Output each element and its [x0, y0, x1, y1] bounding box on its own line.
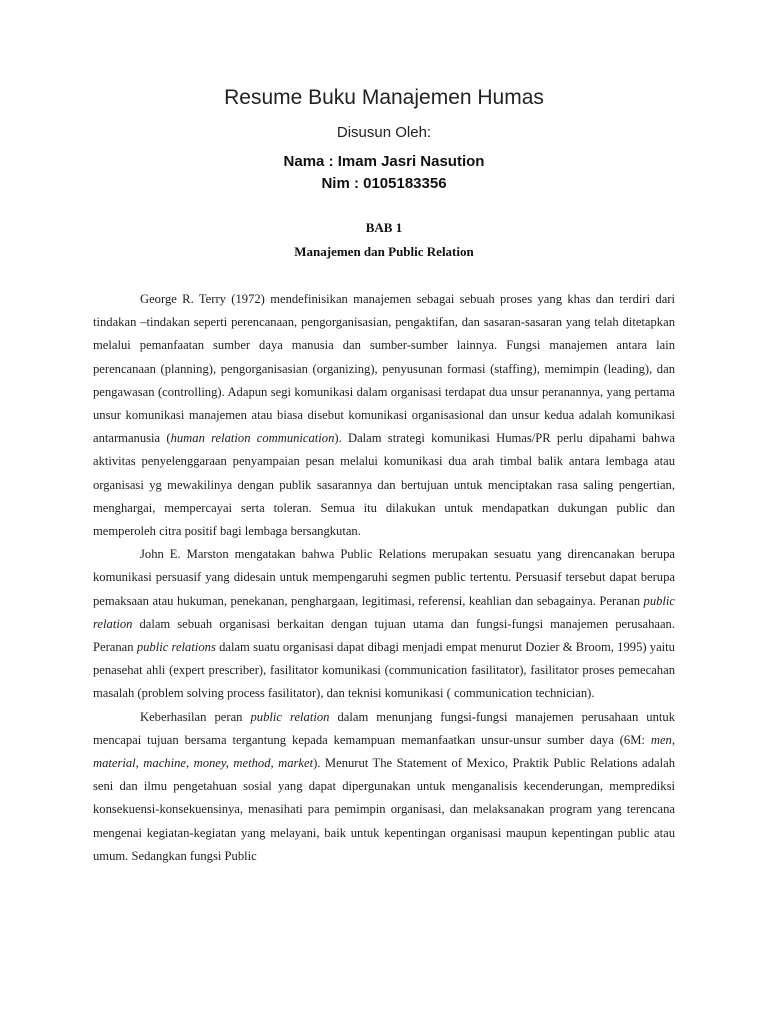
paragraph-2-text: John E. Marston mengatakan bahwa Public Relations merupakan sesuatu yang direncanakan berupa komunikasi persuasif yang didesain untuk mempengaruhi segmen public tertentu. Persuasif tersebut dapat berupa pemaksaan atau hukuman, penekanan, penghargaan, legitimasi, referensi, keahlian dan sebagainya. Peranan [93, 547, 675, 608]
paragraph-3-text: dalam menunjang fungsi-fungsi manajemen perusahaan untuk mencapai tujuan bersama tergantung kepada kemampuan memanfaatkan unsur-unsur sumber daya (6M: [93, 709, 675, 747]
paragraph-2-italic: public relation [93, 593, 675, 631]
author-name: Nama : Imam Jasri Nasution [283, 153, 485, 170]
paragraph-3-text: ). Menurut The Statement of Mexico, Praktik Public Relations adalah seni dan ilmu pengetahuan sosial yang dapat dipergunakan untuk menganalisis kecenderungan, memprediksi konsekuensi-konsekuensinya, menasihati para pemimpin organisasi, dan melaksanakan program yang terencana mengenai kegiatan-kegiatan yang melayani, baik untuk kepentingan organisasi maupun kepentingan public atau umum. Sedangkan fungsi Public [93, 756, 675, 863]
paragraph-1-text: George R. Terry (1972) mendefinisikan manajemen sebagai sebuah proses yang khas dan terdiri dari tindakan –tindakan seperti perencanaan, pengorganisasian, pengaktifan, dan sasaran-sasaran yang telah ditetapkan melalui pemanfaatan sumber daya manusia dan sumber-sumber lainnya. Fungsi manajemen antara lain perencanaan (planning), pengorganisasian (organizing), penyusunan formasi (staffing), memimpin (leading), dan pengawasan (controlling). Adapun segi komunikasi dalam organisasi terdapat dua unsur peranannya, yang pertama unsur komunikasi manajemen atau biasa disebut komunikasi organisasional dan unsur kedua adalah komunikasi antarmanusia ( [93, 292, 675, 446]
paragraph-2-italic: public relations [136, 640, 216, 655]
paragraph-2-text: dalam sebuah organisasi berkaitan dengan tujuan utama dan fungsi-fungsi manajemen perusahaan. Peranan [93, 616, 675, 655]
body-text [93, 288, 675, 868]
paragraph-1-text: ). Dalam strategi komunikasi Humas/PR perlu dipahami bahwa aktivitas penyelenggaraan penyampaian pesan melalui komunikasi dua arah timbal balik antara lembaga atau organisasi yg mewakilinya dengan publik sasarannya dan bertujuan untuk menciptakan rasa saling pengertian, menghargai, mempercayai serta toleran. Semua itu dilakukan untuk mendapatkan dukungan public dan memperoleh citra positif bagi lembaga bersangkutan. [93, 431, 676, 539]
paragraph-3-text: Keberhasilan peran [140, 709, 251, 724]
paragraph-3-italic: public relation [250, 709, 330, 724]
paragraph-1 [93, 288, 675, 543]
paragraph-2 [93, 543, 675, 705]
paragraph-3 [93, 706, 675, 868]
paragraph-1-italic: human relation communication [170, 431, 335, 446]
document-subtitle: Disusun Oleh: [336, 124, 432, 141]
paragraph-3-italic: men, material, machine, money, method, market [93, 732, 675, 771]
author-nim: Nim : 0105183356 [321, 175, 447, 192]
paragraph-2-text: dalam suatu organisasi dapat dibagi menjadi empat menurut Dozier & Broom, 1995) yaitu penasehat ahli (expert prescriber), fasilitator komunikasi (communication fasilitator), fasilitator proses pemecahan masalah (problem solving process fasilitator), dan teknisi komunikasi ( communication technician). [93, 640, 675, 701]
document-title: Resume Buku Manajemen Humas [224, 86, 544, 109]
chapter-number: BAB 1 [365, 220, 403, 235]
chapter-title: Manajemen dan Public Relation [294, 244, 474, 259]
